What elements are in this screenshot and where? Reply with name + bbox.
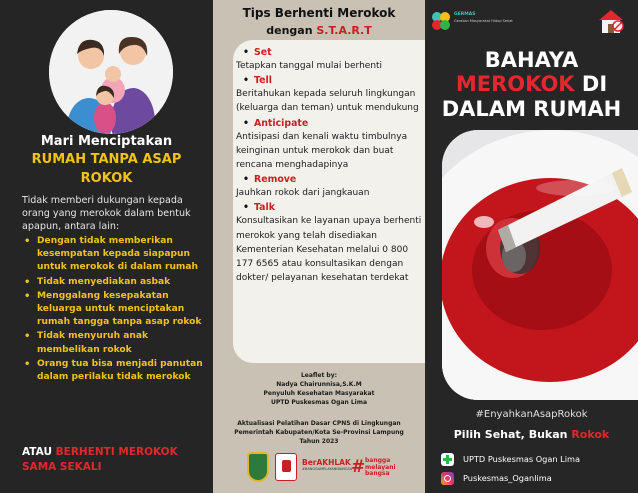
tip-body-remove: Jauhkan rokok dari jangkauan — [236, 188, 370, 199]
tip-body-anticipate: Antisipasi dan kenali waktu timbulnya keinginan untuk merokok dan buat rencana menghadapinya — [236, 131, 408, 171]
tip-heading-anticipate: • Anticipate — [236, 117, 422, 130]
ashtray-photo — [442, 130, 638, 400]
contact-instagram[interactable] — [441, 471, 631, 487]
program-line2: Pemerintah Kabupaten/Kota Se-Provinsi Lampung — [234, 429, 404, 436]
leaflet-credits — [213, 371, 425, 407]
plus-icon — [441, 453, 454, 466]
credit-name: Nadya Chairunnisa,S.K.M — [276, 381, 362, 388]
slogan-highlight: Rokok — [571, 428, 610, 441]
list-item: • Dengan tidak memberikan kesempatan kepada siapapun untuk merokok di dalam rumah — [22, 235, 208, 275]
closing-highlight: BERHENTI MEROKOK — [55, 446, 178, 458]
right-title-line3: DALAM RUMAH — [441, 97, 622, 121]
closing-line2: SAMA SEKALI — [22, 461, 102, 473]
left-bullet-list — [22, 235, 208, 385]
campaign-hashtag: #EnyahkanAsapRokok — [475, 409, 588, 420]
tips-subtitle — [213, 24, 425, 37]
instagram-icon — [441, 472, 454, 485]
right-title-highlight: MEROKOK — [455, 72, 575, 96]
right-title-di: DI — [581, 72, 608, 96]
list-item: • Tidak menyuruh anak membelikan rokok — [22, 330, 208, 356]
sponsor-logos — [247, 450, 417, 486]
left-subheading: RUMAH TANPA ASAP — [31, 152, 182, 167]
tips-title: Tips Berhenti Merokok — [242, 6, 396, 20]
tips-subtitle-prefix: dengan — [266, 24, 313, 37]
left-subheading-cont: ROKOK — [80, 171, 133, 186]
program-line1: Aktualisasi Pelatihan Dasar CPNS di Lingkungan — [237, 420, 401, 427]
berakhlak-logo: BerAKHLAK #BANGGAMELAYANIBANGSA — [302, 458, 353, 471]
closing-prefix: ATAU — [22, 446, 52, 458]
family-illustration — [49, 10, 173, 134]
tip-body-set: Tetapkan tanggal mulai berhenti — [236, 61, 383, 71]
program-line3: Tahun 2023 — [299, 438, 339, 445]
contact-label[interactable]: Puskesmas_Oganlima — [463, 473, 552, 483]
tip-body-talk: Konsultasikan ke layanan upaya berhenti merokok yang telah disediakan Kementerian Kesehatan melalui 0 800 177 6565 atau konsultasikan dengan dokter/ pelayanan kesehatan terdekat — [236, 216, 422, 284]
left-intro-text: Tidak memberi dukungan kepada orang yang merokok dalam bentuk apapun, antara lain: — [22, 195, 191, 232]
cigarette-ashtray-image — [442, 130, 638, 400]
slogan-prefix: Pilih Sehat, Bukan — [453, 428, 568, 441]
tip-heading-remove: • Remove — [236, 173, 422, 186]
regency-emblem-icon — [275, 453, 297, 481]
credit-role: Penyuluh Kesehatan Masyarakat — [263, 390, 375, 397]
right-title-line1: BAHAYA — [484, 48, 579, 72]
right-title-line2 — [425, 72, 638, 96]
left-heading: Mari Menciptakan — [40, 134, 173, 149]
germas-logo-subtext: Gerakan Masyarakat Hidup Sehat — [454, 19, 513, 23]
tips-list — [236, 46, 422, 286]
left-closing-text — [22, 445, 208, 475]
lampung-emblem-icon — [247, 452, 269, 482]
list-item: • Tidak menyediakan asbak — [22, 276, 208, 289]
tip-heading-set: • Set — [236, 46, 422, 59]
contact-label: UPTD Puskesmas Ogan Lima — [463, 454, 580, 464]
list-item: • Menggalang kesepakatan keluarga untuk menciptakan rumah tangga tanpa asap rokok — [22, 290, 208, 330]
slogan — [425, 428, 638, 441]
list-item: • Orang tua bisa menjadi panutan dalam perilaku tidak merokok — [22, 358, 208, 384]
tip-body-tell: Beritahukan kepada seluruh lingkungan (keluarga dan teman) untuk mendukung — [236, 89, 419, 114]
germas-logo-text: GERMAS — [454, 12, 476, 17]
family-icon — [49, 10, 173, 134]
program-credits — [213, 419, 425, 446]
tip-heading-talk: • Talk — [236, 201, 422, 214]
germas-logo-icon — [429, 9, 453, 33]
credit-label: Leaflet by: — [300, 372, 338, 379]
tip-heading-tell: • Tell — [236, 74, 422, 87]
contact-puskesmas — [441, 452, 631, 468]
bangga-melayani-logo: # bangga melayani bangsa — [351, 457, 396, 478]
no-smoking-house-icon — [596, 8, 626, 34]
tips-subtitle-accent: S.T.A.R.T — [316, 24, 372, 37]
credit-org: UPTD Puskesmas Ogan Lima — [270, 399, 368, 406]
